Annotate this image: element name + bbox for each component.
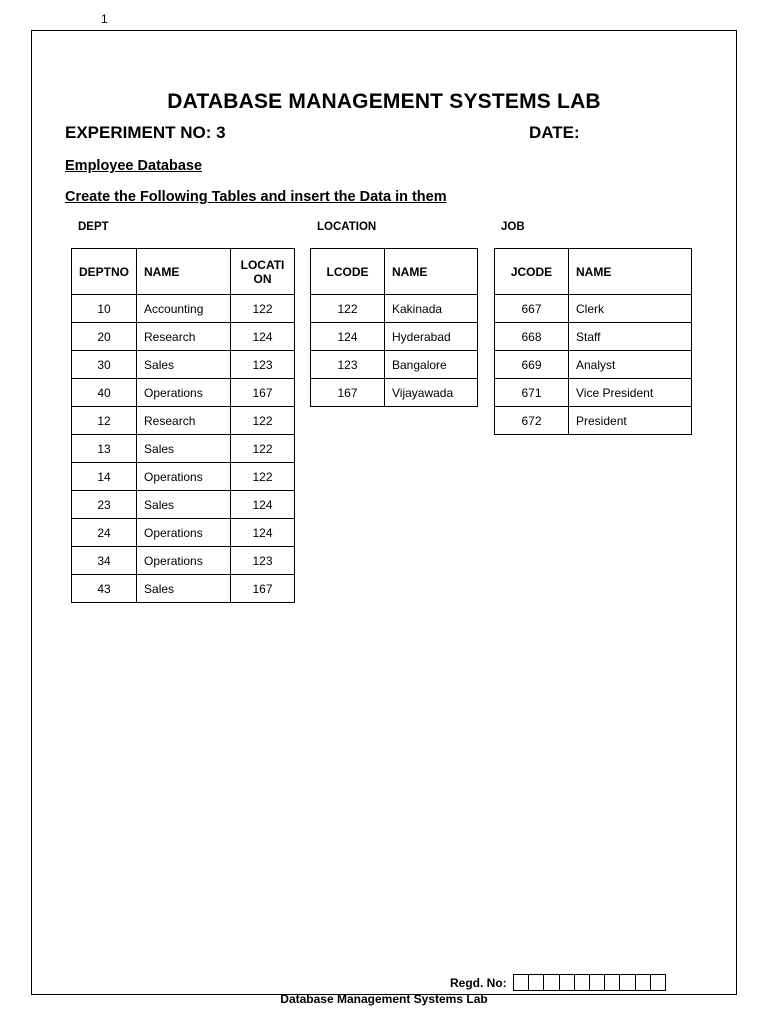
dept-cell: Accounting [137, 295, 231, 323]
dept-header-cell: DEPTNO [72, 249, 137, 295]
dept-cell: 13 [72, 435, 137, 463]
dept-table-row [72, 491, 295, 519]
instruction-heading: Create the Following Tables and insert the Data in them [65, 189, 447, 205]
dept-header-cell: NAME [137, 249, 231, 295]
page-footer: Database Management Systems Lab [280, 992, 488, 1006]
experiment-number: EXPERIMENT NO: 3 [65, 123, 226, 142]
dept-table-row [72, 351, 295, 379]
job-cell: President [569, 407, 692, 435]
dept-table-row [72, 575, 295, 603]
dept-cell: 23 [72, 491, 137, 519]
location-cell: 124 [311, 323, 385, 351]
job-header-cell: JCODE [495, 249, 569, 295]
dept-cell: 122 [231, 435, 295, 463]
job-cell: 672 [495, 407, 569, 435]
job-cell: 669 [495, 351, 569, 379]
job-cell: 671 [495, 379, 569, 407]
dept-table-row [72, 323, 295, 351]
location-header-cell: NAME [385, 249, 478, 295]
location-cell: Vijayawada [385, 379, 478, 407]
regd-no-box [619, 974, 635, 991]
regd-no-box [650, 974, 666, 991]
job-header-cell: NAME [569, 249, 692, 295]
regd-no-box [528, 974, 544, 991]
dept-table-row [72, 547, 295, 575]
dept-table-row [72, 435, 295, 463]
dept-cell: 20 [72, 323, 137, 351]
location-cell: Bangalore [385, 351, 478, 379]
location-table-row [311, 323, 478, 351]
dept-cell: 124 [231, 519, 295, 547]
dept-cell: Operations [137, 379, 231, 407]
job-cell: 667 [495, 295, 569, 323]
dept-table-row [72, 463, 295, 491]
dept-cell: 122 [231, 463, 295, 491]
dept-cell: 30 [72, 351, 137, 379]
regd-no-box [559, 974, 575, 991]
location-table-row [311, 295, 478, 323]
dept-cell: 24 [72, 519, 137, 547]
dept-cell: 122 [231, 407, 295, 435]
dept-cell: Operations [137, 547, 231, 575]
job-table [494, 248, 692, 435]
dept-cell: Research [137, 407, 231, 435]
job-table-row [495, 379, 692, 407]
regd-no-label: Regd. No: [450, 976, 507, 990]
regd-no-box [635, 974, 651, 991]
location-cell: 123 [311, 351, 385, 379]
section-heading: Employee Database [65, 158, 203, 174]
dept-table-row [72, 295, 295, 323]
dept-cell: Sales [137, 435, 231, 463]
dept-cell: 123 [231, 547, 295, 575]
dept-cell: 34 [72, 547, 137, 575]
dept-table [71, 248, 295, 603]
location-cell: Hyderabad [385, 323, 478, 351]
job-cell: Vice President [569, 379, 692, 407]
regd-no-box [513, 974, 529, 991]
dept-cell: 43 [72, 575, 137, 603]
dept-cell: 167 [231, 575, 295, 603]
dept-cell: 12 [72, 407, 137, 435]
dept-cell: 122 [231, 295, 295, 323]
job-caption: JOB [501, 221, 525, 233]
regd-no-box [574, 974, 590, 991]
dept-caption: DEPT [78, 221, 109, 233]
dept-table-row [72, 519, 295, 547]
dept-table-row [72, 379, 295, 407]
dept-cell: Research [137, 323, 231, 351]
dept-cell: 167 [231, 379, 295, 407]
job-cell: Clerk [569, 295, 692, 323]
dept-table-row [72, 407, 295, 435]
dept-cell: 40 [72, 379, 137, 407]
dept-cell: Sales [137, 575, 231, 603]
location-header-cell: LCODE [311, 249, 385, 295]
regd-no-box [543, 974, 559, 991]
dept-cell: Operations [137, 519, 231, 547]
location-table-row [311, 351, 478, 379]
dept-cell: Operations [137, 463, 231, 491]
regd-no-box [604, 974, 620, 991]
location-table-row [311, 379, 478, 407]
location-cell: Kakinada [385, 295, 478, 323]
job-cell: Staff [569, 323, 692, 351]
regd-no-box [589, 974, 605, 991]
regd-no-boxes [514, 974, 666, 991]
page-title: DATABASE MANAGEMENT SYSTEMS LAB [167, 90, 601, 113]
dept-cell: 124 [231, 323, 295, 351]
job-table-row [495, 351, 692, 379]
location-cell: 122 [311, 295, 385, 323]
dept-cell: 123 [231, 351, 295, 379]
location-caption: LOCATION [317, 221, 377, 233]
dept-cell: Sales [137, 351, 231, 379]
dept-cell: 124 [231, 491, 295, 519]
location-cell: 167 [311, 379, 385, 407]
dept-header-cell: LOCATI ON [231, 249, 295, 295]
page-number: 1 [101, 12, 108, 26]
dept-cell: 14 [72, 463, 137, 491]
dept-cell: 10 [72, 295, 137, 323]
job-cell: 668 [495, 323, 569, 351]
date-label: DATE: [529, 123, 580, 142]
job-table-row [495, 407, 692, 435]
location-table [310, 248, 478, 407]
job-cell: Analyst [569, 351, 692, 379]
job-table-row [495, 295, 692, 323]
job-table-row [495, 323, 692, 351]
dept-cell: Sales [137, 491, 231, 519]
